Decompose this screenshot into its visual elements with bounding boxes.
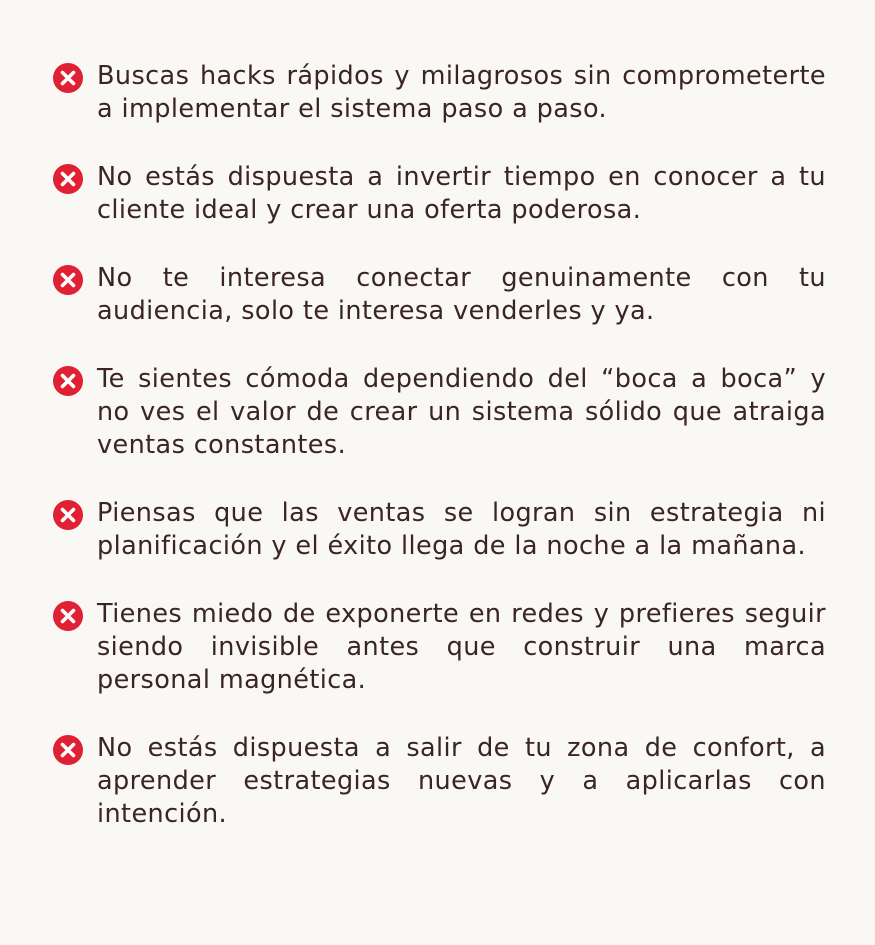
item-text: No te interesa conectar genuinamente con tu audiencia, solo te interesa venderles y ya.: [97, 263, 826, 326]
item-text: Buscas hacks rápidos y milagrosos sin comprometerte a implementar el sistema paso a paso.: [97, 61, 826, 124]
x-circle-icon: [52, 734, 84, 766]
list-item: [52, 598, 826, 697]
x-circle-icon: [52, 163, 84, 195]
x-circle-icon: [52, 264, 84, 296]
list-item: [52, 161, 826, 227]
list-item: [52, 497, 826, 563]
not-for-you-list: [52, 60, 826, 866]
list-item: [52, 262, 826, 328]
x-circle-icon: [52, 62, 84, 94]
item-text: Te sientes cómoda dependiendo del “boca a boca” y no ves el valor de crear un sistema sólido que atraiga ventas constantes.: [97, 364, 826, 460]
x-circle-icon: [52, 365, 84, 397]
list-item: [52, 363, 826, 462]
item-text: No estás dispuesta a salir de tu zona de confort, a aprender estrategias nuevas y a aplicarlas con intención.: [97, 733, 826, 829]
list-item: [52, 732, 826, 831]
list-item: [52, 60, 826, 126]
x-circle-icon: [52, 499, 84, 531]
x-circle-icon: [52, 600, 84, 632]
item-text: Tienes miedo de exponerte en redes y prefieres seguir siendo invisible antes que construir una marca personal magnética.: [97, 599, 826, 695]
item-text: No estás dispuesta a invertir tiempo en conocer a tu cliente ideal y crear una oferta poderosa.: [97, 162, 826, 225]
item-text: Piensas que las ventas se logran sin estrategia ni planificación y el éxito llega de la noche a la mañana.: [97, 498, 826, 561]
